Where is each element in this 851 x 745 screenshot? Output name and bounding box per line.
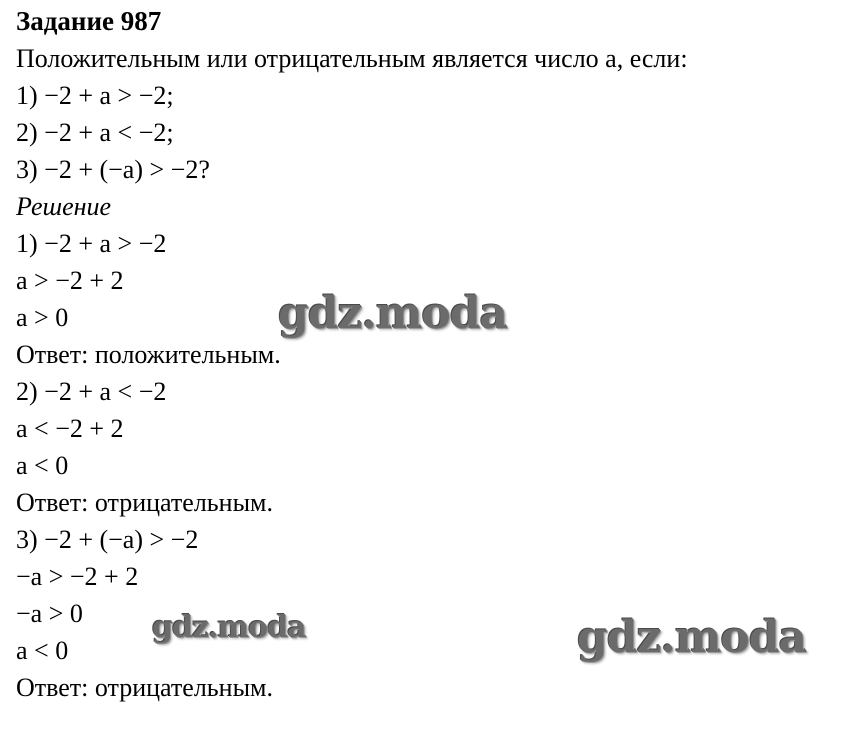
solution-line: a > −2 + 2 — [16, 266, 124, 295]
task-question: Положительным или отрицательным является число a, если: — [16, 44, 688, 73]
watermark: gdz.moda — [278, 288, 508, 339]
solution-line: a < −2 + 2 — [16, 414, 124, 443]
watermark: gdz.moda — [152, 610, 306, 645]
page-title: Задание 987 — [16, 6, 162, 36]
solution-document — [16, 0, 846, 706]
task-item-3: 3) −2 + (−a) > −2? — [16, 155, 210, 184]
solution-answer: Ответ: отрицательным. — [16, 673, 273, 702]
task-item-1: 1) −2 + a > −2; — [16, 81, 174, 110]
solution-line: a < 0 — [16, 636, 69, 665]
solution-line: a < 0 — [16, 451, 69, 480]
solution-answer: Ответ: положительным. — [16, 340, 281, 369]
solution-line: a > 0 — [16, 303, 69, 332]
task-item-2: 2) −2 + a < −2; — [16, 118, 174, 147]
solution-answer: Ответ: отрицательным. — [16, 488, 273, 517]
solution-heading: Решение — [16, 192, 112, 221]
solution-line: 1) −2 + a > −2 — [16, 229, 167, 258]
watermark: gdz.moda — [577, 612, 807, 663]
solution-line: 2) −2 + a < −2 — [16, 377, 167, 406]
solution-line: −a > 0 — [16, 599, 83, 628]
solution-line: 3) −2 + (−a) > −2 — [16, 525, 199, 554]
solution-line: −a > −2 + 2 — [16, 562, 139, 591]
